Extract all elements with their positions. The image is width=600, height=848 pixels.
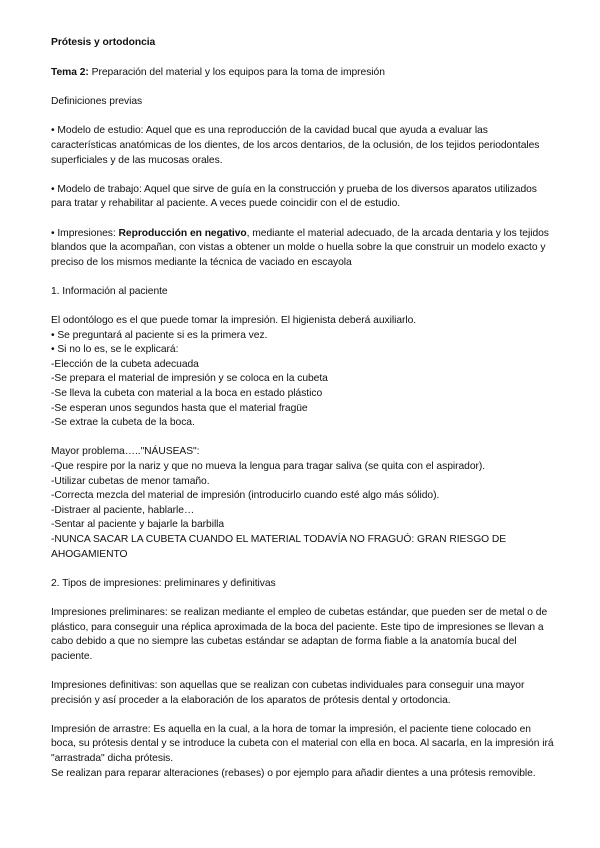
- topic-text: Preparación del material y los equipos para la toma de impresión: [88, 66, 385, 78]
- nausea-section: [51, 445, 556, 562]
- nausea-line: -Distraer al paciente, hablarle…: [51, 504, 195, 516]
- nausea-line: Mayor problema….."NÁUSEAS":: [51, 446, 200, 458]
- section-1-line: • Si no lo es, se le explicará:: [51, 344, 179, 356]
- section-1-heading: 1. Información al paciente: [51, 285, 168, 297]
- definitions-heading: Definiciones previas: [51, 96, 143, 108]
- nausea-line: -Correcta mezcla del material de impresión (introducirlo cuando esté algo más sólido).: [51, 490, 440, 502]
- definition-study-model: • Modelo de estudio: Aquel que es una reproducción de la cavidad bucal que ayuda a evaluar las características anatómicas de los dientes, de los arcos dentarios, de la oclusión, de los tejidos periodontales superficiales y de las mucosas orales.: [51, 125, 540, 166]
- section-1-line: -Se prepara el material de impresión y se coloca en la cubeta: [51, 373, 328, 385]
- definition-impressions-rest: , mediante el material adecuado, de la arcada dentaria y los tejidos blandos que la acompañan, con vistas a obtener un molde o huella sobre la que construir un modelo exacto y preciso de los mismos mediante la técnica de vaciado en escayola: [51, 227, 549, 268]
- section-1-line: -Elección de la cubeta adecuada: [51, 358, 199, 370]
- preliminary-impressions: Impresiones preliminares: se realizan mediante el empleo de cubetas estándar, que pueden ser de metal o de plástico, para conseguir una réplica aproximada de la boca del paciente. Este tipo de impresiones se llevan a cabo debido a que no siempre las cubetas estándar se adaptan de forma fiable a la anatomía bucal del paciente.: [51, 606, 548, 662]
- definition-work-model: • Modelo de trabajo: Aquel que sirve de guía en la construcción y prueba de los diversos aparatos utilizados para tratar y rehabilitar al paciente. A veces puede coincidir con el de estudio.: [51, 183, 537, 210]
- drag-impression-use: Se realizan para reparar alteraciones (rebases) o por ejemplo para añadir dientes a una prótesis removible.: [51, 767, 536, 779]
- drag-impression-section: [51, 723, 556, 781]
- document-page: [51, 36, 556, 781]
- section-1-line: • Se preguntará al paciente si es la primera vez.: [51, 329, 268, 341]
- nausea-line: -Utilizar cubetas de menor tamaño.: [51, 475, 210, 487]
- section-1-line: -Se esperan unos segundos hasta que el material fragüe: [51, 402, 308, 414]
- topic-line: [51, 66, 556, 81]
- section-1-body: [51, 314, 556, 431]
- definitive-impressions: Impresiones definitivas: son aquellas que se realizan con cubetas individuales para conseguir una mayor precisión y así proceder a la elaboración de los aparatos de prótesis dental y ortodoncia.: [51, 679, 525, 706]
- section-1-line: -Se extrae la cubeta de la boca.: [51, 417, 195, 429]
- nausea-warning: -NUNCA SACAR LA CUBETA CUANDO EL MATERIAL TODAVÍA NO FRAGUÓ: GRAN RIESGO DE AHOGAMIENTO: [51, 534, 507, 560]
- document-title: Prótesis y ortodoncia: [51, 37, 156, 48]
- section-1-line: El odontólogo es el que puede tomar la impresión. El higienista deberá auxiliarlo.: [51, 315, 417, 327]
- definition-impressions: [51, 227, 556, 271]
- definition-impressions-bold: Reproducción en negativo: [118, 227, 247, 239]
- drag-impression: Impresión de arrastre: Es aquella en la cual, a la hora de tomar la impresión, el paciente tiene colocado en boca, su prótesis dental y se introduce la cubeta con el material con ella en boca. Al sacarla, en la impresión irá "arrastrada" dicha prótesis.: [51, 723, 554, 764]
- definition-impressions-prefix: • Impresiones:: [51, 227, 119, 239]
- section-2-heading: 2. Tipos de impresiones: preliminares y definitivas: [51, 577, 276, 589]
- topic-label: Tema 2:: [51, 66, 89, 78]
- nausea-line: -Sentar al paciente y bajarle la barbilla: [51, 519, 225, 531]
- nausea-line: -Que respire por la nariz y que no mueva la lengua para tragar saliva (se quita con el aspirador).: [51, 461, 486, 473]
- section-1-line: -Se lleva la cubeta con material a la boca en estado plástico: [51, 388, 323, 400]
